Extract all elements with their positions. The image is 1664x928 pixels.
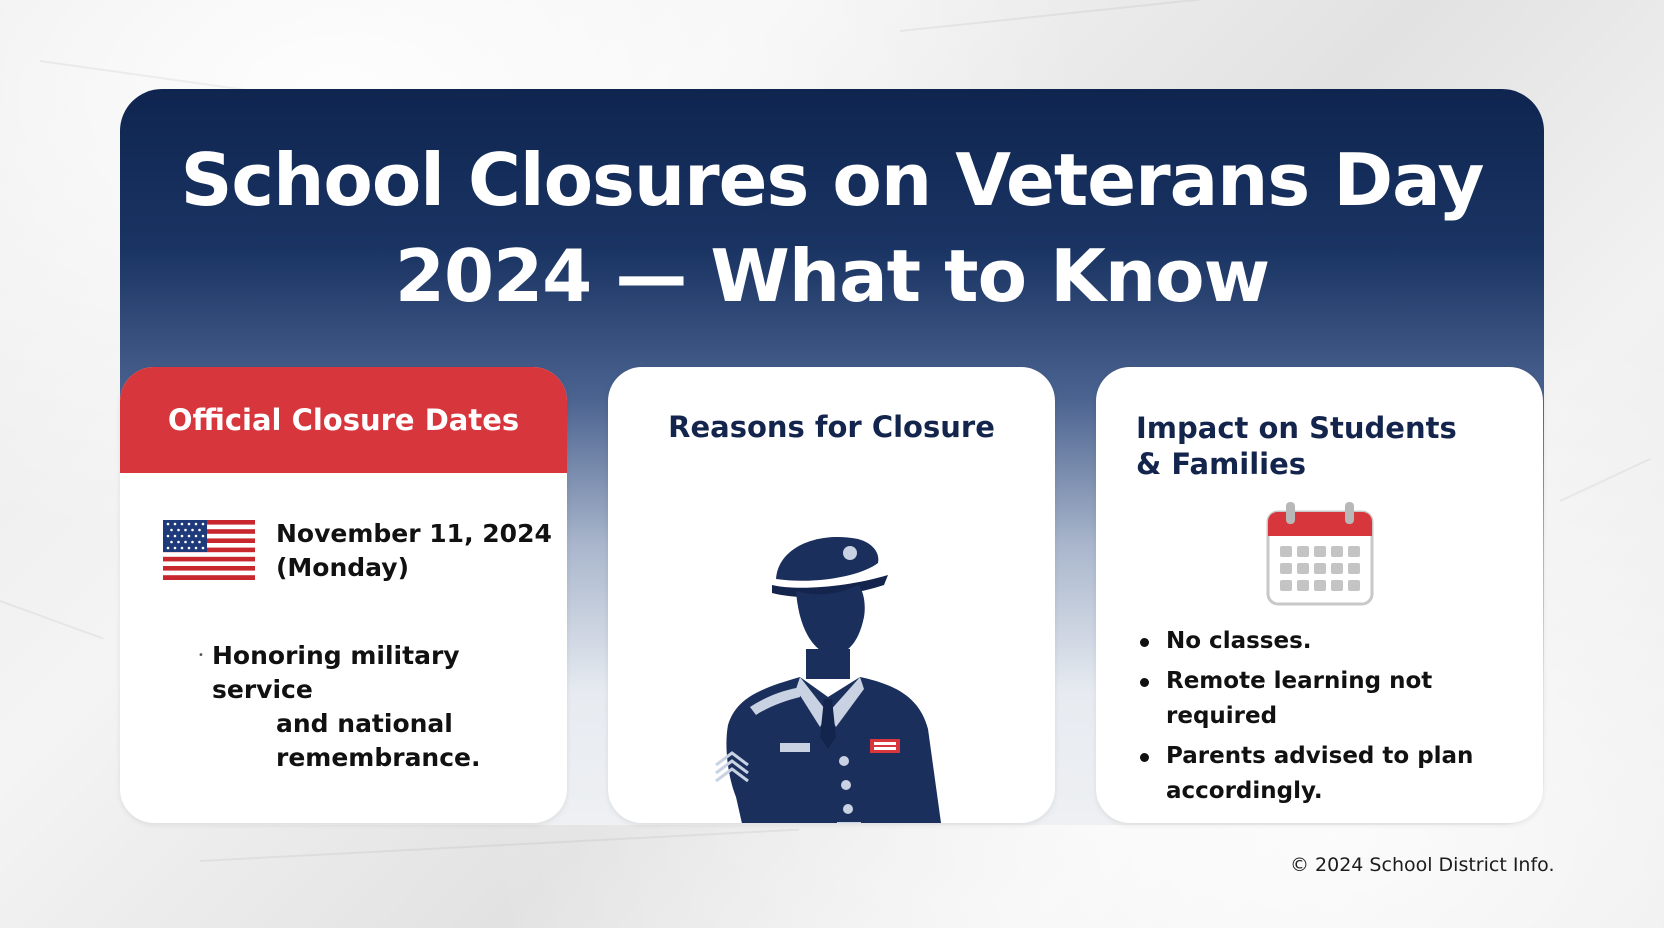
impact-heading xyxy=(1136,410,1457,482)
impact-card xyxy=(1096,367,1543,823)
paper-crease xyxy=(200,829,799,862)
closure-reason-line-1: Honoring military service xyxy=(212,641,460,704)
paper-crease xyxy=(0,600,104,640)
impact-heading-line-1: Impact on Students xyxy=(1136,411,1457,445)
list-item-text: Remote learning not required xyxy=(1166,668,1433,729)
bullet-dot xyxy=(1140,678,1149,687)
list-item-text: Parents advised to plan xyxy=(1166,743,1474,769)
soldier-silhouette-icon xyxy=(688,467,978,823)
title-line-2: 2024 — What to Know xyxy=(394,234,1270,318)
list-item xyxy=(1136,664,1526,734)
closure-dates-card xyxy=(120,367,567,823)
list-item xyxy=(1136,624,1526,659)
us-flag-icon xyxy=(163,520,255,580)
calendar-icon xyxy=(1266,500,1374,606)
impact-heading-line-2: & Families xyxy=(1136,447,1307,481)
paper-crease xyxy=(1560,458,1651,502)
bullet-dot xyxy=(1140,753,1149,762)
reasons-card xyxy=(608,367,1055,823)
closure-reason-line-2: and national xyxy=(276,709,453,738)
title-line-1: School Closures on Veterans Day xyxy=(180,138,1484,222)
closure-reason-line-3: remembrance. xyxy=(276,743,481,772)
list-item-text-continued: accordingly. xyxy=(1166,778,1323,804)
bullet-mark: • xyxy=(198,650,204,661)
closure-dates-heading: Official Closure Dates xyxy=(120,367,567,473)
closure-date xyxy=(276,517,552,585)
reasons-heading: Reasons for Closure xyxy=(668,410,995,444)
list-item-text: No classes. xyxy=(1166,628,1312,654)
impact-list xyxy=(1136,624,1526,814)
closure-reason-text xyxy=(212,639,532,775)
page-title xyxy=(120,132,1544,324)
copyright-footer: © 2024 School District Info. xyxy=(1290,854,1555,876)
bullet-dot xyxy=(1140,638,1149,647)
closure-date-value: November 11, 2024 xyxy=(276,519,552,548)
list-item xyxy=(1136,739,1526,809)
paper-crease xyxy=(900,0,1397,32)
closure-day: (Monday) xyxy=(276,553,409,582)
